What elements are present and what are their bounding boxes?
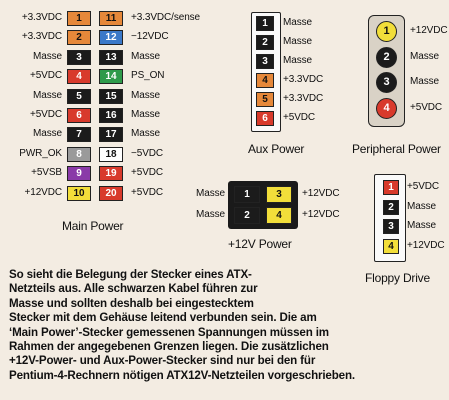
pin-label: PWR_OK — [19, 148, 62, 159]
pin: 11 — [99, 11, 123, 26]
pin: 4 — [67, 69, 91, 84]
pin: 19 — [99, 166, 123, 181]
pin: 9 — [67, 166, 91, 181]
pin: 2 — [383, 200, 399, 215]
pin: 4 — [266, 207, 292, 224]
pin: 2 — [234, 207, 260, 224]
description-line: Stecker mit dem Gehäuse leitend verbunden sein. Die am — [9, 311, 317, 325]
pin: 4 — [383, 239, 399, 254]
floppy-drive-caption: Floppy Drive — [365, 271, 430, 285]
pin: 17 — [99, 127, 123, 142]
pin-label: PS_ON — [131, 70, 165, 81]
description-line: Netzteils aus. Alle schwarzen Kabel führen zur — [9, 282, 258, 296]
pin-label: +3.3VDC — [21, 12, 62, 23]
pin: 2 — [256, 35, 274, 50]
pin: 5 — [67, 89, 91, 104]
pin-label: −12VDC — [131, 31, 169, 42]
description-line: Pentium-4-Rechnern nötigen ATX12V-Netzteilen vorgeschrieben. — [9, 368, 355, 382]
pin-label: Masse — [131, 90, 160, 101]
pin: 2 — [67, 30, 91, 45]
description-line: +12V-Power- und Aux-Power-Stecker sind nur bei den für — [9, 354, 316, 368]
pin: 3 — [67, 50, 91, 65]
pin: 1 — [256, 16, 274, 31]
pin: 3 — [376, 72, 397, 93]
pin-label: +12VDC — [410, 25, 448, 36]
pin-label: +12VDC — [302, 209, 340, 220]
description-line: Masse und sollten deshalb bei eingestecktem — [9, 296, 254, 310]
pin-label: +5VDC — [407, 181, 440, 192]
pin: 15 — [99, 89, 123, 104]
pin-label: +5VSB — [31, 167, 62, 178]
pin-label: Masse — [283, 55, 312, 66]
pin-label: +12VDC — [302, 188, 340, 199]
twelve-v-power-caption: +12V Power — [228, 237, 292, 251]
pin-label: Masse — [33, 128, 62, 139]
pin-label: Masse — [196, 209, 225, 220]
pin-label: +3.3VDC/sense — [131, 12, 201, 23]
aux-power-caption: Aux Power — [248, 142, 305, 156]
pin: 13 — [99, 50, 123, 65]
pin-label: Masse — [407, 201, 436, 212]
pin: 1 — [376, 21, 397, 42]
pin: 5 — [256, 92, 274, 107]
pin: 10 — [67, 186, 91, 201]
main-power-caption: Main Power — [62, 219, 124, 233]
pin-label: Masse — [131, 109, 160, 120]
pin: 20 — [99, 186, 123, 201]
pin-label: +5VDC — [131, 167, 164, 178]
pin-label: +5VDC — [29, 70, 62, 81]
pin-label: Masse — [196, 188, 225, 199]
pin: 1 — [234, 186, 260, 203]
pin-label: +5VDC — [131, 187, 164, 198]
description-text — [9, 268, 444, 383]
description-line: Rahmen der angegebenen Grenzen liegen. Die zusätzlichen — [9, 340, 329, 354]
pin-label: +3.3VDC — [283, 93, 324, 104]
pin-label: +5VDC — [29, 109, 62, 120]
pin-label: +12VDC — [407, 240, 445, 251]
pin-label: −5VDC — [131, 148, 164, 159]
pin: 16 — [99, 108, 123, 123]
pin-label: Masse — [407, 220, 436, 231]
pin-label: Masse — [131, 51, 160, 62]
pin-label: +5VDC — [283, 112, 316, 123]
pin-label: Masse — [410, 51, 439, 62]
pin-label: +5VDC — [410, 102, 443, 113]
pin-label: Masse — [283, 17, 312, 28]
pin-label: Masse — [410, 76, 439, 87]
pin-label: Masse — [33, 90, 62, 101]
pin: 1 — [383, 180, 399, 195]
pin: 4 — [376, 98, 397, 119]
pin: 4 — [256, 73, 274, 88]
pin: 7 — [67, 127, 91, 142]
pin-label: Masse — [131, 128, 160, 139]
pin-label: +3.3VDC — [21, 31, 62, 42]
pin: 12 — [99, 30, 123, 45]
pin: 18 — [99, 147, 123, 162]
description-line: ‘Main Power’-Stecker gemessenen Spannungen müssen im — [9, 325, 329, 339]
pin-label: Masse — [283, 36, 312, 47]
pin: 3 — [383, 219, 399, 234]
pin: 8 — [67, 147, 91, 162]
pin: 3 — [266, 186, 292, 203]
pin: 1 — [67, 11, 91, 26]
pin-label: +3.3VDC — [283, 74, 324, 85]
pin: 6 — [67, 108, 91, 123]
pin-label: +12VDC — [24, 187, 62, 198]
description-line: So sieht die Belegung der Stecker eines ATX- — [9, 268, 252, 281]
pin: 2 — [376, 47, 397, 68]
peripheral-power-caption: Peripheral Power — [352, 142, 441, 156]
pin: 3 — [256, 54, 274, 69]
pin: 6 — [256, 111, 274, 126]
pin-label: Masse — [33, 51, 62, 62]
pin: 14 — [99, 69, 123, 84]
